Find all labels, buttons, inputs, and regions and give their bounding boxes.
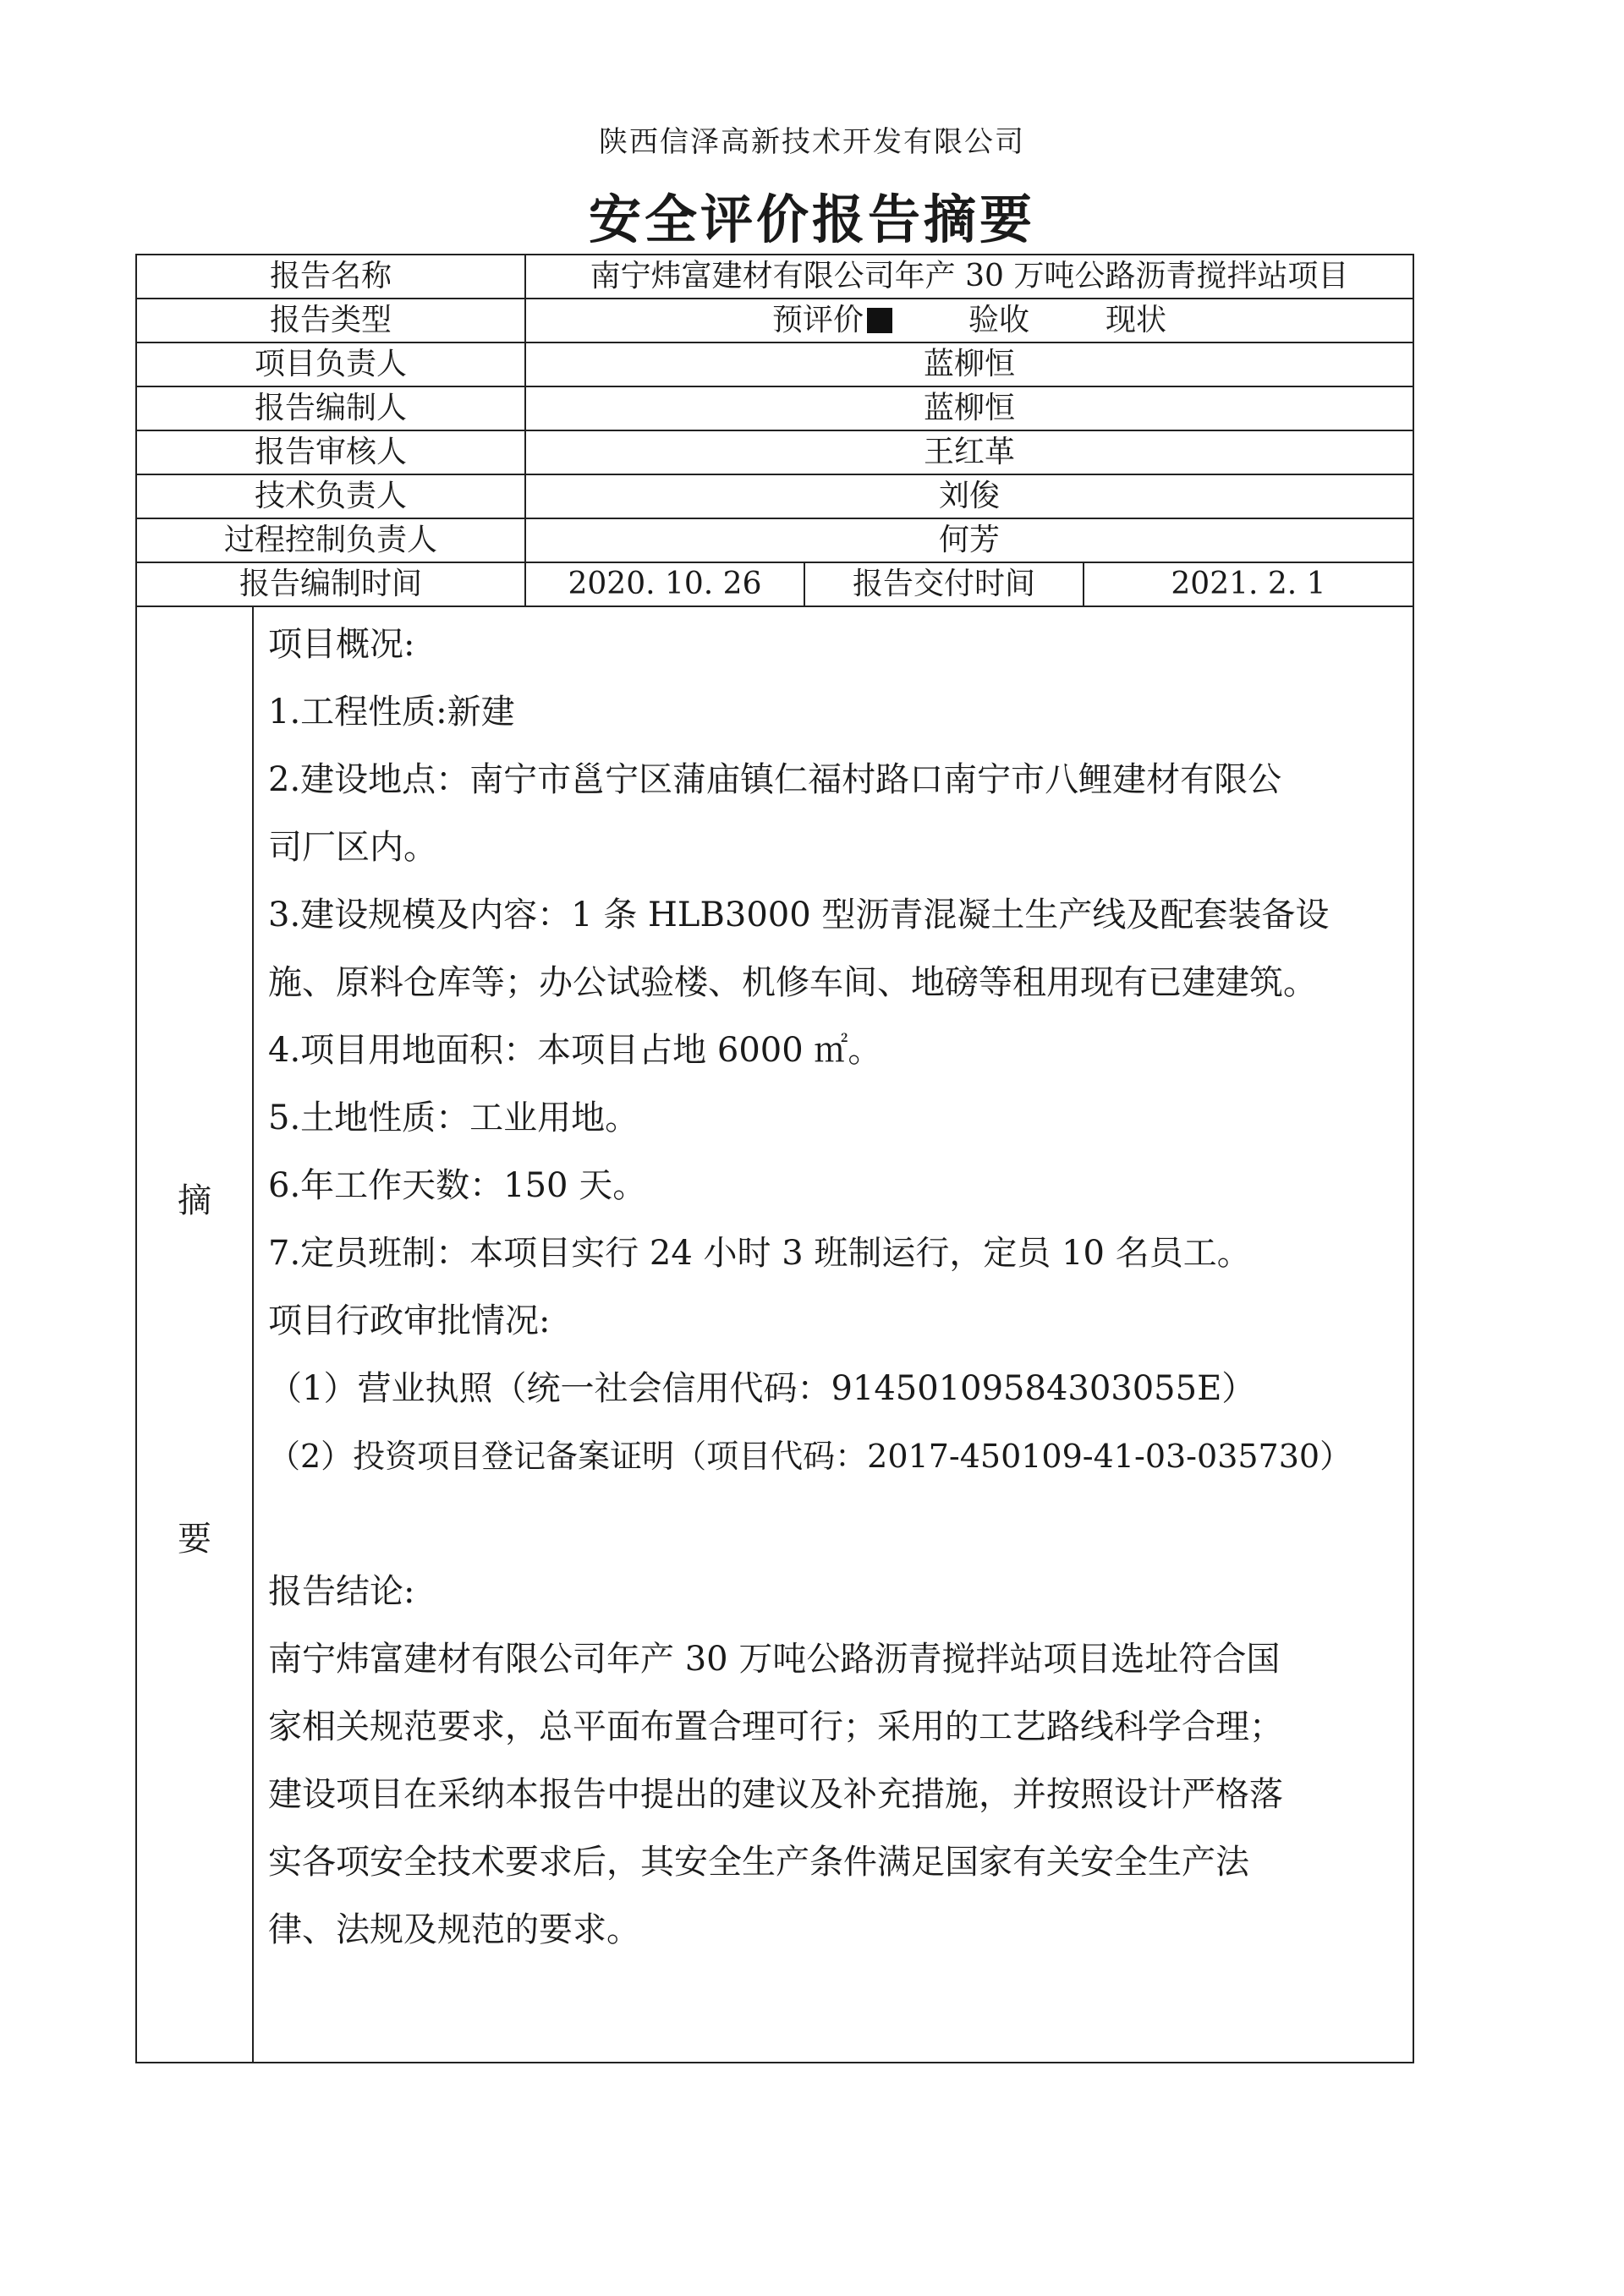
list-item: 施、原料仓库等；办公试验楼、机修车间、地磅等租用现有已建建筑。	[268, 963, 1317, 1002]
list-item: 1.工程性质:新建	[268, 693, 515, 732]
list-item: 5.土地性质：工业用地。	[268, 1099, 639, 1137]
report-type-option-acceptance: 验收	[968, 303, 1029, 337]
summary-table	[135, 254, 1414, 2063]
overview-heading: 项目概况:	[268, 625, 415, 664]
row-label: 过程控制负责人	[137, 519, 526, 562]
row-value: 何芳	[938, 523, 1000, 557]
summary-side-label: 摘	[178, 1181, 211, 1220]
list-item: 4.项目用地面积：本项目占地 6000 ㎡。	[268, 1031, 882, 1070]
row-value: 王红革	[923, 435, 1015, 469]
conclusion-line: 实各项安全技术要求后，其安全生产条件满足国家有关安全生产法	[268, 1843, 1249, 1882]
table-row	[137, 255, 1413, 299]
conclusion-heading: 报告结论:	[268, 1572, 415, 1611]
approval-item: （1）营业执照（统一社会信用代码：91450109584303055E）	[268, 1369, 1256, 1408]
conclusion-line: 建设项目在采纳本报告中提出的建议及补充措施，并按照设计严格落	[268, 1775, 1283, 1814]
row-value: 蓝柳恒	[923, 347, 1015, 381]
report-type-option-pre: 预评价	[771, 303, 864, 337]
row-label: 报告审核人	[137, 431, 526, 474]
prepared-date-label: 报告编制时间	[137, 563, 526, 606]
conclusion-line: 家相关规范要求，总平面布置合理可行；采用的工艺路线科学合理；	[268, 1707, 1283, 1746]
row-label: 报告类型	[137, 299, 526, 342]
row-label: 报告名称	[137, 255, 526, 298]
table-row	[137, 475, 1413, 519]
report-type-options	[526, 299, 1413, 342]
report-name-value: 南宁炜富建材有限公司年产 30 万吨公路沥青搅拌站项目	[590, 259, 1349, 293]
table-row	[137, 299, 1413, 343]
table-row	[137, 387, 1413, 431]
table-row	[137, 343, 1413, 387]
approval-item: （2）投资项目登记备案证明（项目代码：2017-450109-41-03-035730）	[268, 1438, 1352, 1475]
summary-content	[268, 611, 1402, 1964]
prepared-date-value: 2020. 10. 26	[526, 563, 805, 606]
table-row	[137, 519, 1413, 563]
page-title: 安全评价报告摘要	[588, 189, 1035, 250]
list-item: 2.建设地点：南宁市邕宁区蒲庙镇仁福村路口南宁市八鲤建材有限公	[268, 760, 1282, 799]
list-item: 6.年工作天数：150 天。	[268, 1166, 647, 1205]
row-label: 报告编制人	[137, 387, 526, 430]
summary-side-column	[137, 607, 254, 2062]
company-name: 陕西信泽高新技术开发有限公司	[599, 125, 1025, 159]
row-value: 刘俊	[938, 479, 1000, 513]
row-label: 项目负责人	[137, 343, 526, 386]
row-label: 技术负责人	[137, 475, 526, 518]
summary-side-label: 要	[178, 1520, 211, 1559]
conclusion-line: 南宁炜富建材有限公司年产 30 万吨公路沥青搅拌站项目选址符合国	[268, 1640, 1281, 1679]
conclusion-line: 律、法规及规范的要求。	[268, 1910, 640, 1949]
table-row	[137, 563, 1413, 607]
list-item: 司厂区内。	[268, 828, 437, 867]
row-value: 蓝柳恒	[923, 391, 1015, 425]
checked-box-icon	[867, 308, 892, 333]
delivery-date-value: 2021. 2. 1	[1171, 567, 1326, 601]
report-type-option-status: 现状	[1106, 303, 1167, 337]
list-item: 7.定员班制：本项目实行 24 小时 3 班制运行，定员 10 名员工。	[268, 1234, 1251, 1273]
approval-heading: 项目行政审批情况:	[268, 1301, 551, 1340]
delivery-date-label: 报告交付时间	[805, 563, 1084, 606]
table-row	[137, 431, 1413, 475]
list-item: 3.建设规模及内容：1 条 HLB3000 型沥青混凝土生产线及配套装备设	[268, 896, 1330, 934]
